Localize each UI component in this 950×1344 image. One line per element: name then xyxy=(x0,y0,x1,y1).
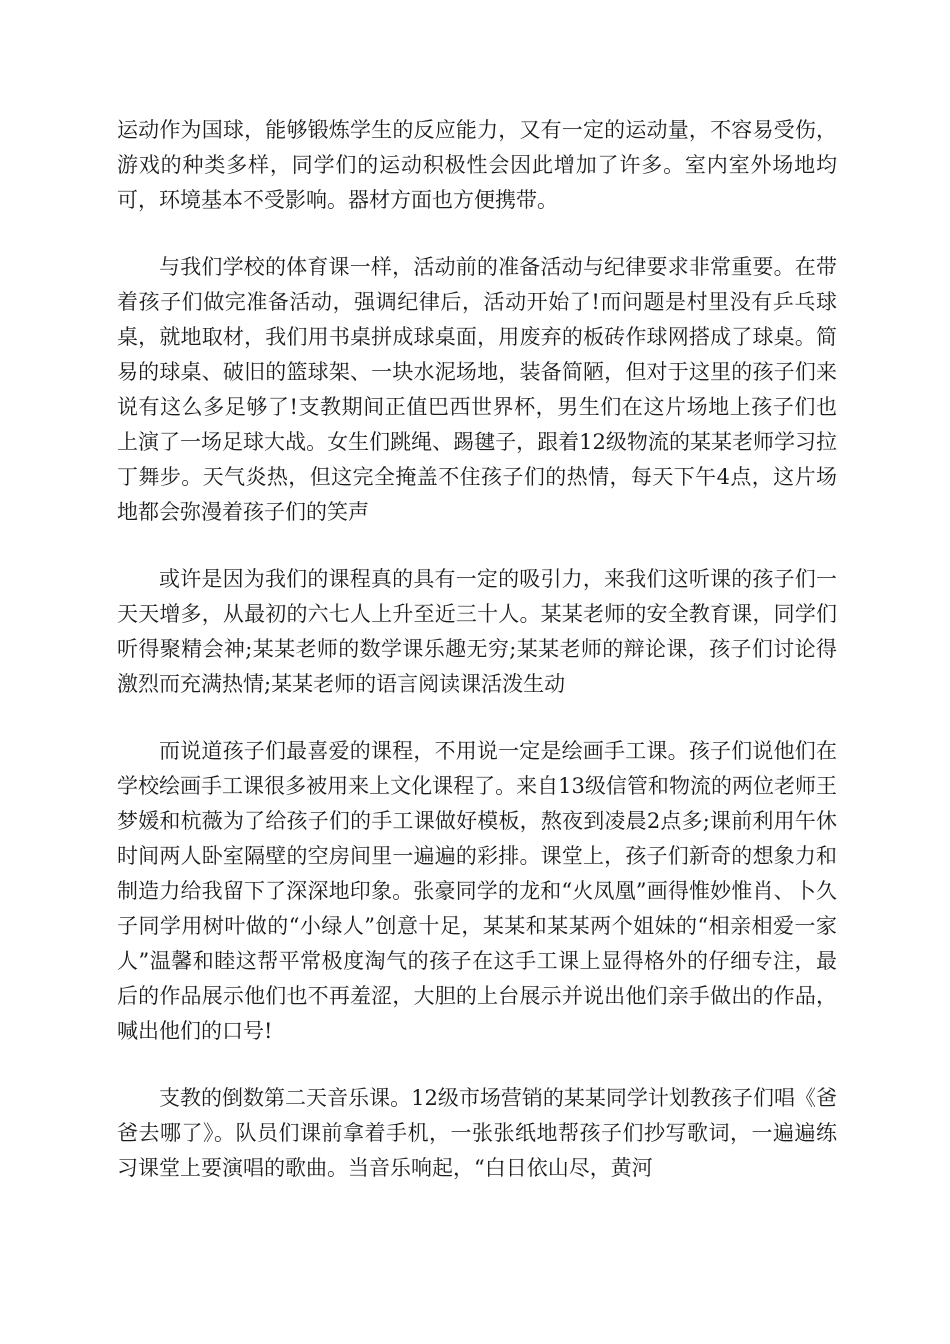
paragraph-1: 运动作为国球，能够锻炼学生的反应能力，又有一定的运动量，不容易受伤，游戏的种类多样，同学们的运动积极性会因此增加了许多。室内室外场地均可，环境基本不受影响。器材方面也方便携带。 xyxy=(117,118,837,212)
body-text xyxy=(117,113,837,1186)
paragraph-4: 而说道孩子们最喜爱的课程，不用说一定是绘画手工课。孩子们说他们在学校绘画手工课很多被用来上文化课程了。来自13级信管和物流的两位老师王梦媛和杭薇为了给孩子们的手工课做好模板，熬夜到凌晨2点多;课前利用午休时间两人卧室隔壁的空房间里一遍遍的彩排。课堂上，孩子们新奇的想象力和制造力给我留下了深深地印象。张豪同学的龙和“火凤凰”画得惟妙惟肖、卜久子同学用树叶做的“小绿人”创意十足，某某和某某两个姐妹的“相亲相爱一家人”温馨和睦这帮平常极度淘气的孩子在这手工课上显得格外的仔细专注，最后的作品展示他们也不再羞涩，大胆的上台展示并说出他们亲手做出的作品，喊出他们的口号! xyxy=(117,739,837,1043)
paragraph-5: 支教的倒数第二天音乐课。12级市场营销的某某同学计划教孩子们唱《爸爸去哪了》。队员们课前拿着手机，一张张纸地帮孩子们抄写歌词，一遍遍练习课堂上要演唱的歌曲。当音乐响起，“白日依山尽，黄河 xyxy=(117,1086,837,1180)
paragraph-2: 与我们学校的体育课一样，活动前的准备活动与纪律要求非常重要。在带着孩子们做完准备活动，强调纪律后，活动开始了!而问题是村里没有乒乓球桌，就地取材，我们用书桌拼成球桌面，用废弃的板砖作球网搭成了球桌。简易的球桌、破旧的篮球架、一块水泥场地，装备简陋，但对于这里的孩子们来说有这么多足够了!支教期间正值巴西世界杯，男生们在这片场地上孩子们也上演了一场足球大战。女生们跳绳、踢毽子，跟着12级物流的某某老师学习拉丁舞步。天气炎热，但这完全掩盖不住孩子们的热情，每天下午4点，这片场地都会弥漫着孩子们的笑声 xyxy=(117,255,837,524)
paragraph-3: 或许是因为我们的课程真的具有一定的吸引力，来我们这听课的孩子们一天天增多，从最初的六七人上升至近三十人。某某老师的安全教育课，同学们听得聚精会神;某某老师的数学课乐趣无穷;某某老师的辩论课，孩子们讨论得激烈而充满热情;某某老师的语言阅读课活泼生动 xyxy=(117,567,837,696)
